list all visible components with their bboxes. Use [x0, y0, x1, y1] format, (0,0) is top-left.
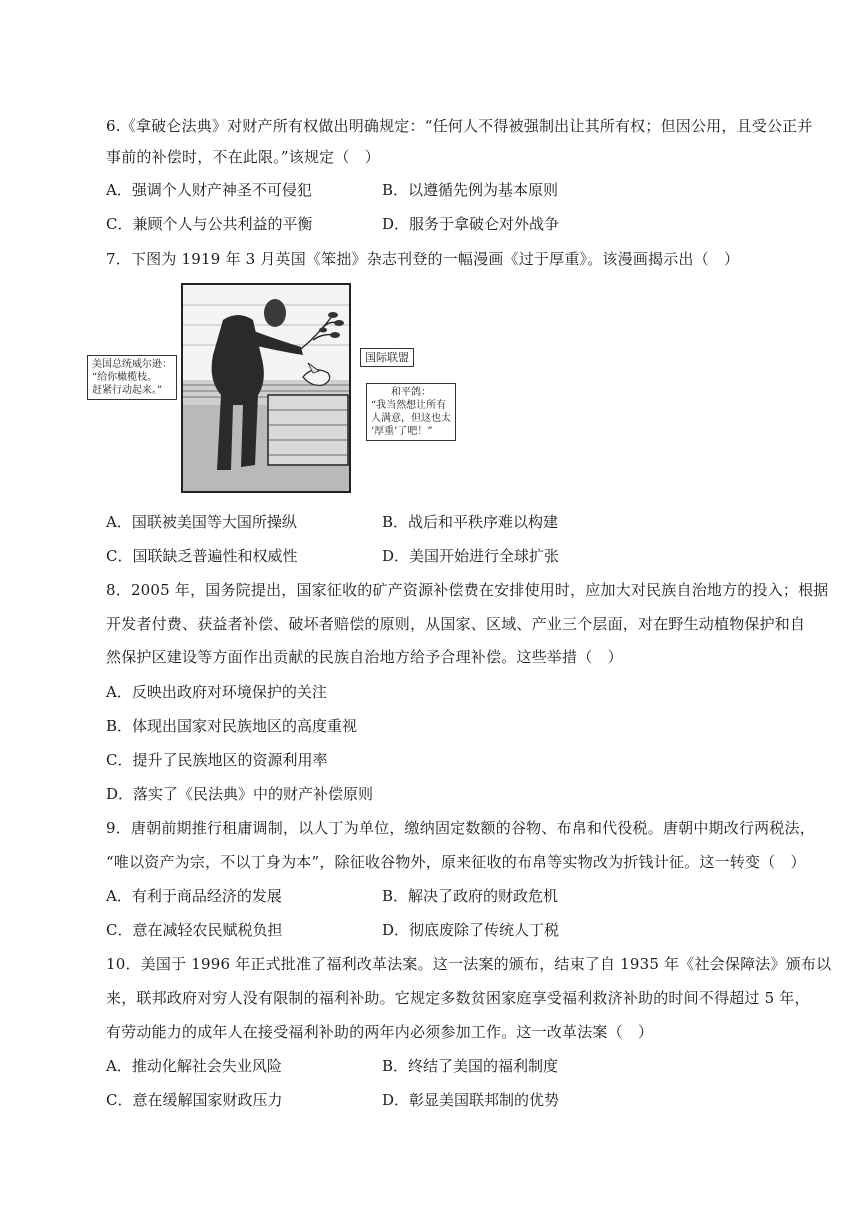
q6-stem-line-1: 6.《拿破仑法典》对财产所有权做出明确规定：“任何人不得被强制出让其所有权；但因公用，且受公正并: [106, 117, 813, 135]
q10-option-a[interactable]: A．推动化解社会失业风险: [106, 1057, 282, 1075]
q8-stem-line-2: 开发者付费、获益者补偿、破坏者赔偿的原则，从国家、区域、产业三个层面，对在野生动植物保护和自: [106, 615, 806, 633]
wilson-caption-line-2: “给你橄榄枝。: [92, 372, 158, 383]
cartoon-image: [181, 283, 351, 493]
dove-caption-line-1: 和平鸽：: [391, 387, 431, 398]
q9-option-c[interactable]: C．意在减轻农民赋税负担: [106, 921, 283, 939]
league-label: 国际联盟: [360, 348, 414, 367]
dove-caption: [366, 383, 456, 441]
q10-option-d[interactable]: D．彰显美国联邦制的优势: [382, 1091, 560, 1109]
q9-stem-line-1: 9．唐朝前期推行租庸调制，以人丁为单位，缴纳固定数额的谷物、布帛和代役税。唐朝中期改行两税法，: [106, 819, 815, 837]
q6-option-c[interactable]: C．兼顾个人与公共利益的平衡: [106, 215, 313, 233]
q10-option-b[interactable]: B．终结了美国的福利制度: [382, 1057, 559, 1075]
q8-option-d[interactable]: D．落实了《民法典》中的财产补偿原则: [106, 785, 374, 803]
q7-option-b[interactable]: B．战后和平秩序难以构建: [382, 513, 559, 531]
wilson-caption-line-3: 赶紧行动起来。”: [92, 385, 163, 396]
q10-stem-line-2: 来，联邦政府对穷人没有限制的福利补助。它规定多数贫困家庭享受福利救济补助的时间不得超过 5 年，: [106, 989, 810, 1007]
q8-option-a[interactable]: A．反映出政府对环境保护的关注: [106, 683, 327, 701]
q7-option-c[interactable]: C．国联缺乏普遍性和权威性: [106, 547, 298, 565]
q10-stem-line-3: 有劳动能力的成年人在接受福利补助的两年内必须参加工作。这一改革法案（ ）: [106, 1023, 654, 1041]
q7-option-d[interactable]: D．美国开始进行全球扩张: [382, 547, 560, 565]
q6-option-b[interactable]: B．以遵循先例为基本原则: [382, 181, 559, 199]
q10-option-c[interactable]: C．意在缓解国家财政压力: [106, 1091, 283, 1109]
wilson-caption-line-1: 美国总统威尔逊：: [92, 359, 172, 370]
q7-stem: 7．下图为 1919 年 3 月英国《笨拙》杂志刊登的一幅漫画《过于厚重》。该漫画揭示出（ ）: [106, 250, 740, 268]
q9-stem-line-2: “唯以资产为宗，不以丁身为本”，除征收谷物外，原来征收的布帛等实物改为折钱计征。这一转变（ ）: [106, 853, 806, 871]
q6-option-d[interactable]: D．服务于拿破仑对外战争: [382, 215, 560, 233]
dove-caption-line-2: “我当然想让所有: [371, 400, 447, 411]
q8-stem-line-3: 然保护区建设等方面作出贡献的民族自治地方给予合理补偿。这些举措（ ）: [106, 648, 623, 666]
q8-stem-line-1: 8．2005 年，国务院提出，国家征收的矿产资源补偿费在安排使用时，应加大对民族自治地方的投入；根据: [106, 581, 829, 599]
q8-option-c[interactable]: C．提升了民族地区的资源利用率: [106, 751, 328, 769]
dove-caption-line-4: ‘厚重’了吧！”: [371, 426, 433, 437]
q9-option-a[interactable]: A．有利于商品经济的发展: [106, 887, 282, 905]
q9-option-d[interactable]: D．彻底废除了传统人丁税: [382, 921, 560, 939]
q8-option-b[interactable]: B．体现出国家对民族地区的高度重视: [106, 717, 358, 735]
q9-option-b[interactable]: B．解决了政府的财政危机: [382, 887, 559, 905]
cartoon-illustration: [183, 285, 349, 491]
q6-stem-line-2: 事前的补偿时，不在此限。”该规定（ ）: [106, 148, 380, 166]
q7-option-a[interactable]: A．国联被美国等大国所操纵: [106, 513, 297, 531]
q6-option-a[interactable]: A．强调个人财产神圣不可侵犯: [106, 181, 312, 199]
q10-stem-line-1: 10．美国于 1996 年正式批准了福利改革法案。这一法案的颁布，结束了自 1935 年《社会保障法》颁布以: [106, 955, 832, 973]
wilson-caption: [87, 355, 177, 400]
dove-caption-line-3: 人满意，但这也太: [371, 413, 451, 424]
